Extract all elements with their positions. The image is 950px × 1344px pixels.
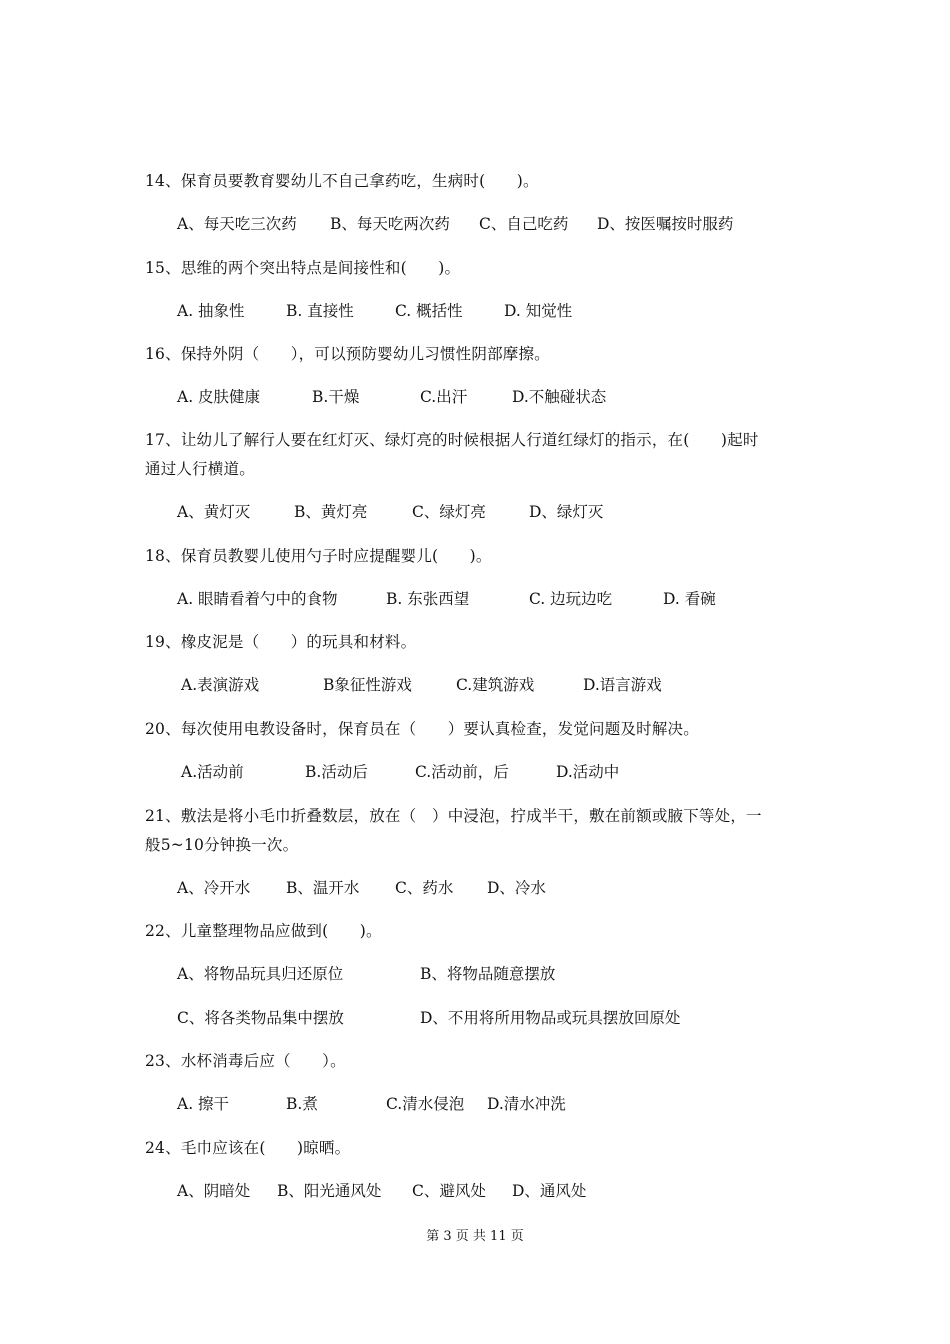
q23-option-d: D.清水冲洗 xyxy=(487,1095,566,1113)
question-20-stem: 20、每次使用电教设备时，保育员在（ ）要认真检查，发觉问题及时解决。 xyxy=(145,720,699,738)
q24-option-c: C、避风处 xyxy=(412,1182,486,1200)
q23-option-c: C.清水侵泡 xyxy=(386,1095,465,1113)
question-18-stem: 18、保育员教婴儿使用勺子时应提醒婴儿( )。 xyxy=(145,547,492,565)
q14-option-a: A、每天吃三次药 xyxy=(177,215,297,233)
q20-option-c: C.活动前，后 xyxy=(415,763,509,781)
q20-option-a: A.活动前 xyxy=(181,763,244,781)
q21-option-a: A、冷开水 xyxy=(177,879,251,897)
question-21-stem-line1: 21、敷法是将小毛巾折叠数层，放在（ ）中浸泡，拧成半干，敷在前额或腋下等处，一 xyxy=(145,807,762,825)
q23-option-b: B.煮 xyxy=(286,1095,318,1113)
q21-option-d: D、冷水 xyxy=(487,879,546,897)
q22-option-c: C、将各类物品集中摆放 xyxy=(177,1009,344,1027)
q18-option-b: B. 东张西望 xyxy=(386,590,470,608)
question-15-stem: 15、思维的两个突出特点是间接性和( )。 xyxy=(145,259,461,277)
question-24-stem: 24、毛巾应该在( )晾晒。 xyxy=(145,1139,351,1157)
question-17-stem-line1: 17、让幼儿了解行人要在红灯灭、绿灯亮的时候根据人行道红绿灯的指示，在( )起时 xyxy=(145,431,759,449)
q21-option-b: B、温开水 xyxy=(286,879,360,897)
q18-option-c: C. 边玩边吃 xyxy=(529,590,613,608)
q16-option-a: A. 皮肤健康 xyxy=(177,388,261,406)
q24-option-d: D、通风处 xyxy=(512,1182,587,1200)
question-17-stem-line2: 通过人行横道。 xyxy=(145,460,255,478)
q22-option-b: B、将物品随意摆放 xyxy=(420,965,556,983)
q23-option-a: A. 擦干 xyxy=(177,1095,230,1113)
question-14-stem: 14、保育员要教育婴幼儿不自己拿药吃，生病时( )。 xyxy=(145,172,539,190)
q15-option-a: A. 抽象性 xyxy=(177,302,245,320)
q16-option-d: D.不触碰状态 xyxy=(512,388,607,406)
q17-option-d: D、绿灯灭 xyxy=(529,503,604,521)
q18-option-d: D. 看碗 xyxy=(663,590,716,608)
page-number-footer: 第 3 页 共 11 页 xyxy=(426,1229,524,1244)
q21-option-c: C、药水 xyxy=(395,879,454,897)
q15-option-d: D. 知觉性 xyxy=(504,302,573,320)
question-21-stem-line2: 般5~10分钟换一次。 xyxy=(145,836,299,854)
question-19-stem: 19、橡皮泥是（ ）的玩具和材料。 xyxy=(145,633,417,651)
q14-option-d: D、按医嘱按时服药 xyxy=(597,215,734,233)
q17-option-b: B、黄灯亮 xyxy=(294,503,368,521)
q14-option-c: C、自己吃药 xyxy=(479,215,569,233)
q15-option-b: B. 直接性 xyxy=(286,302,354,320)
q20-option-d: D.活动中 xyxy=(556,763,620,781)
q14-option-b: B、每天吃两次药 xyxy=(330,215,450,233)
q20-option-b: B.活动后 xyxy=(305,763,368,781)
question-23-stem: 23、水杯消毒后应（ ）。 xyxy=(145,1052,346,1070)
q17-option-c: C、绿灯亮 xyxy=(412,503,486,521)
q24-option-a: A、阴暗处 xyxy=(177,1182,251,1200)
q16-option-c: C.出汗 xyxy=(420,388,468,406)
q17-option-a: A、黄灯灭 xyxy=(177,503,251,521)
q15-option-c: C. 概括性 xyxy=(395,302,463,320)
q19-option-a: A.表演游戏 xyxy=(181,676,260,694)
q18-option-a: A. 眼睛看着勺中的食物 xyxy=(177,590,338,608)
question-16-stem: 16、保持外阴（ ），可以预防婴幼儿习惯性阴部摩擦。 xyxy=(145,345,550,363)
q22-option-d: D、不用将所用物品或玩具摆放回原处 xyxy=(420,1009,681,1027)
q19-option-c: C.建筑游戏 xyxy=(456,676,535,694)
q19-option-b: B象征性游戏 xyxy=(323,676,412,694)
q16-option-b: B.干燥 xyxy=(312,388,360,406)
question-22-stem: 22、儿童整理物品应做到( )。 xyxy=(145,922,382,940)
q22-option-a: A、将物品玩具归还原位 xyxy=(177,965,344,983)
q19-option-d: D.语言游戏 xyxy=(583,676,662,694)
q24-option-b: B、阳光通风处 xyxy=(277,1182,382,1200)
